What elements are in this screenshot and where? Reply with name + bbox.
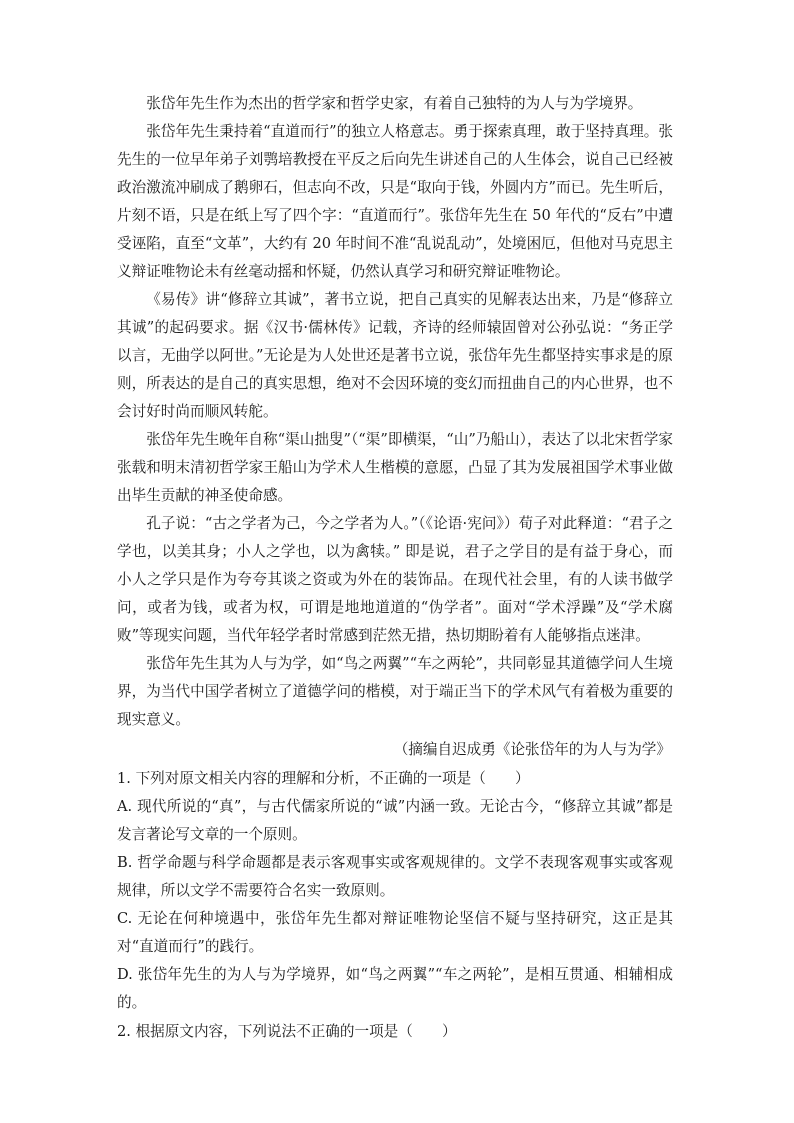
document-body bbox=[117, 90, 673, 1046]
article-paragraph: 张岱年先生作为杰出的哲学家和哲学史家，有着自己独特的为人与为学境界。 bbox=[146, 95, 643, 112]
article-paragraph: 孔子说：“古之学者为己，今之学者为人。”（《论语·宪问》）荀子对此释道：“君子之学也，以美其身；小人之学也，以为禽犊。” 即是说，君子之学目的是有益于身心，而小人之学只是作为夸夸其谈之资或为外在的装饰品。在现代社会里，有的人读书做学问，或者为钱，或者为权，可谓是地地道道的“伪学者”。面对“学术浮躁”及“学术腐败”等现实问题，当代年轻学者时常感到茫然无措，热切期盼着有人能够指点迷津。 bbox=[117, 515, 673, 644]
option-a: A. 现代所说的“真”，与古代儒家所说的“诚”内涵一致。无论古今，“修辞立其诚”都是发言著论写文章的一个原则。 bbox=[117, 798, 673, 843]
question-1 bbox=[117, 765, 673, 1017]
question-2 bbox=[117, 1018, 673, 1046]
article bbox=[117, 90, 673, 764]
option-b: B. 哲学命题与科学命题都是表示客观事实或客观规律的。文学不表现客观事实或客观规律，所以文学不需要符合名实一致原则。 bbox=[117, 854, 673, 899]
option-d: D. 张岱年先生的为人与为学境界，如“鸟之两翼”“车之两轮”，是相互贯通、相辅相成的。 bbox=[117, 966, 673, 1011]
article-paragraph: 《易传》讲“修辞立其诚”，著书立说，把自己真实的见解表达出来，乃是“修辞立其诚”的起码要求。据《汉书·儒林传》记载，齐诗的经师辕固曾对公孙弘说：“务正学以言，无曲学以阿世。”无论是为人处世还是著书立说，张岱年先生都坚持实事求是的原则，所表达的是自己的真实思想，绝对不会因环境的变幻而扭曲自己的内心世界，也不会讨好时尚而顺风转舵。 bbox=[117, 291, 673, 420]
article-paragraph: 张岱年先生其为人与为学，如“鸟之两翼”“车之两轮”，共同彰显其道德学问人生境界，为当代中国学者树立了道德学问的楷模，对于端正当下的学术风气有着极为重要的现实意义。 bbox=[117, 655, 673, 728]
article-paragraph: 张岱年先生秉持着“直道而行”的独立人格意志。勇于探索真理，敢于坚持真理。张先生的一位早年弟子刘鹗培教授在平反之后向先生讲述自己的人生体会，说自己已经被政治激流冲刷成了鹅卵石，但志向不改，只是“取向于钱，外圆内方”而已。先生听后，片刻不语，只是在纸上写了四个字：“直道而行”。张岱年先生在 50 年代的“反右”中遭受诬陷，直至“文革”，大约有 20 年时间不准“乱说乱动”，处境困厄，但他对马克思主义辩证唯物论未有丝毫动摇和怀疑，仍然认真学习和研究辩证唯物论。 bbox=[117, 123, 673, 280]
question-stem: 1. 下列对原文相关内容的理解和分析，不正确的一项是（ ） bbox=[117, 770, 530, 787]
article-paragraph: 张岱年先生晚年自称“渠山拙叟”（“渠”即横渠，“山”乃船山），表达了以北宋哲学家张载和明末清初哲学家王船山为学术人生楷模的意愿，凸显了其为发展祖国学术事业做出毕生贡献的神圣使命感。 bbox=[117, 431, 673, 504]
question-stem: 2. 根据原文内容，下列说法不正确的一项是（ ） bbox=[117, 1023, 457, 1040]
option-c: C. 无论在何种境遇中，张岱年先生都对辩证唯物论坚信不疑与坚持研究，这正是其对“直道而行”的践行。 bbox=[117, 910, 673, 955]
article-source: （摘编自迟成勇《论张岱年的为人与为学》 bbox=[393, 741, 671, 758]
